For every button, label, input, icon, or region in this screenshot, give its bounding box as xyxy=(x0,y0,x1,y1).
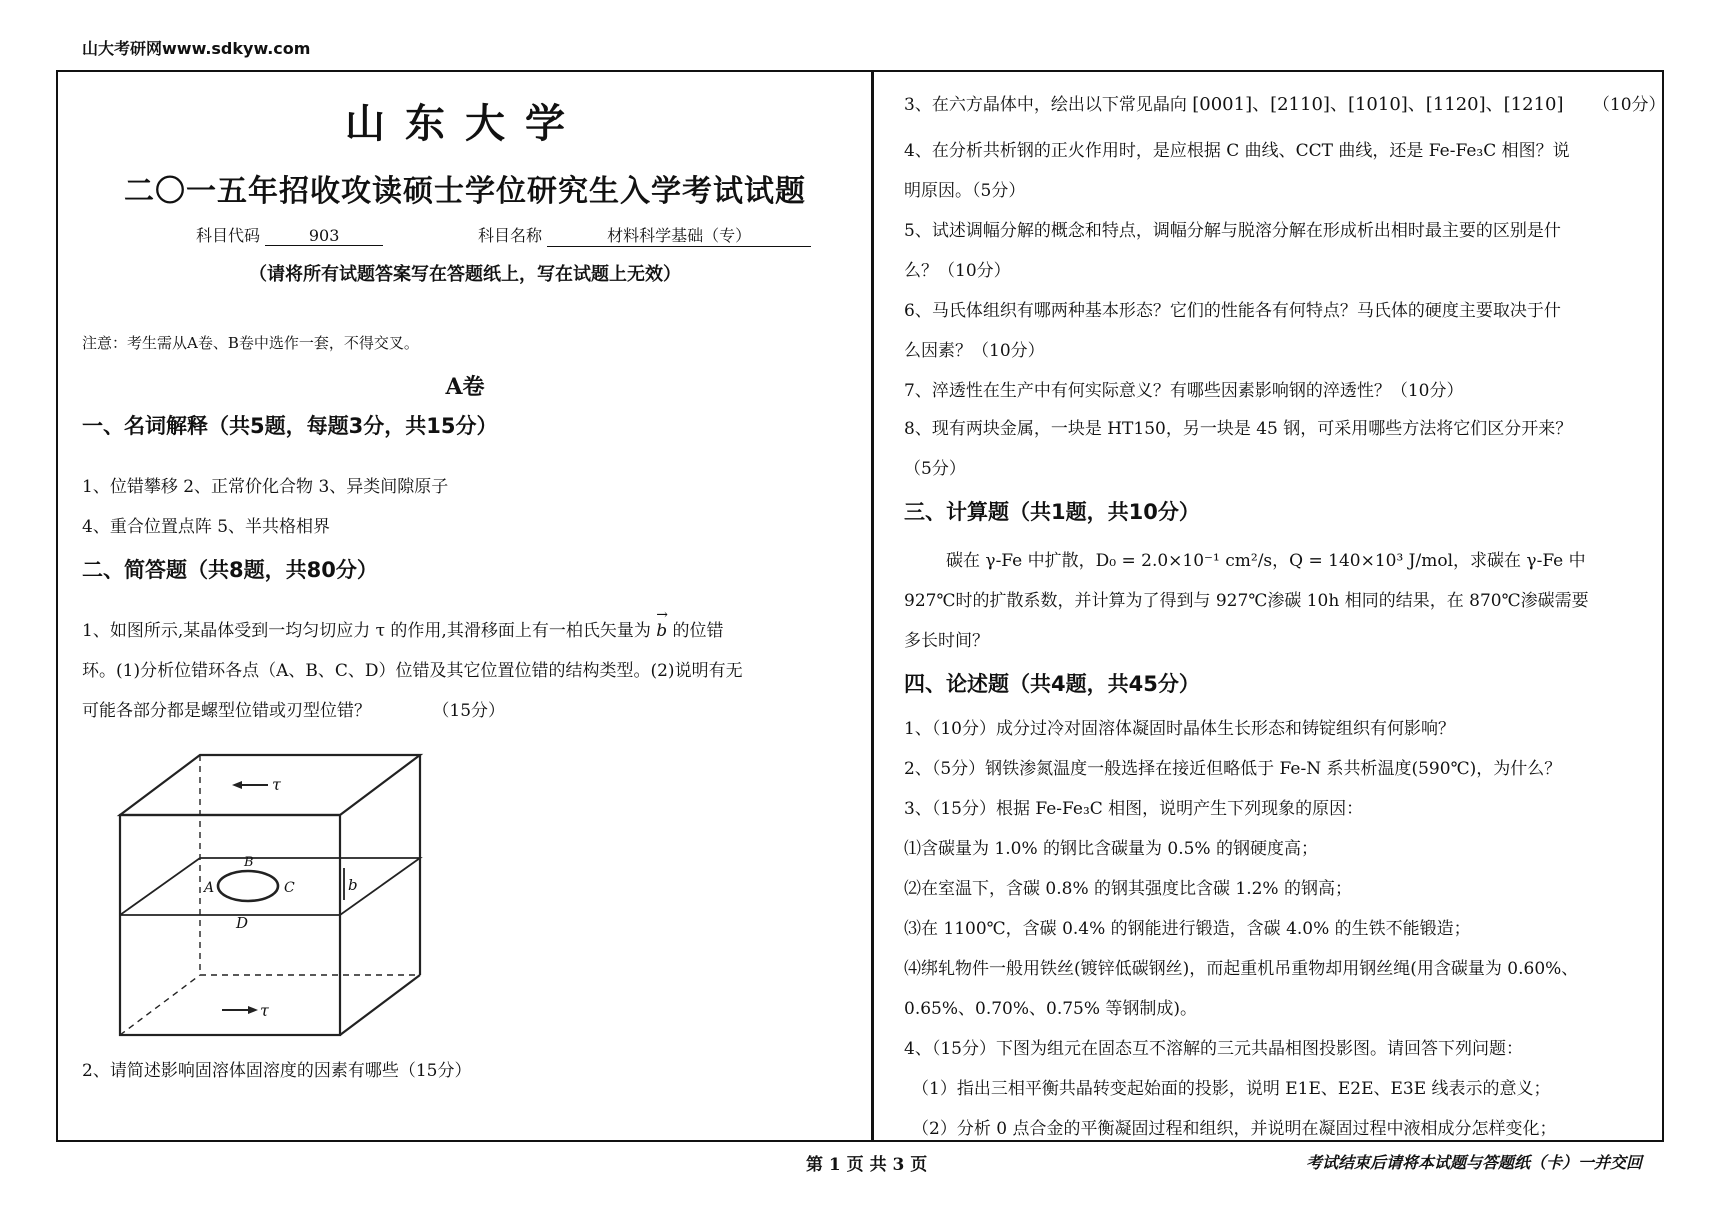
d4-item-2: （2）分析 0 点合金的平衡凝固过程和组织，并说明在凝固过程中液相成分怎样变化； xyxy=(912,1119,1557,1139)
vector-arrow-icon: → xyxy=(656,607,668,623)
bottom-shear-arrowhead xyxy=(248,1006,258,1014)
d3-item-4b: 0.65%、0.70%、0.75% 等钢制成)。 xyxy=(904,999,1198,1019)
q1-line-1 xyxy=(82,607,724,641)
point-a-label: A xyxy=(204,880,215,896)
cube-top-face xyxy=(120,755,420,815)
cube-front-face xyxy=(120,815,340,1035)
q6-line-2: 么因素？（10分） xyxy=(904,341,1045,361)
q1-line-3 xyxy=(82,696,505,721)
d3-item-2: ⑵在室温下，含碳 0.8% 的钢其强度比含碳 1.2% 的钢高； xyxy=(904,879,1352,899)
point-d-label: D xyxy=(236,914,249,932)
hex-directions: [0001]、[2110]、[1010]、[1120]、[1210] xyxy=(1192,94,1564,115)
section-3-title: 三、计算题（共1题，共10分） xyxy=(904,500,1200,524)
calc-line-3: 多长时间？ xyxy=(904,631,989,651)
q4-line-2: 明原因。（5分） xyxy=(904,181,1026,201)
page-number: 第 1 页 共 3 页 xyxy=(806,1155,928,1175)
section-4-title: 四、论述题（共4题，共45分） xyxy=(904,672,1200,696)
subject-code: 903 xyxy=(265,226,383,246)
q8-line-1: 8、现有两块金属，一块是 HT150，另一块是 45 钢，可采用哪些方法将它们区分开来？ xyxy=(904,419,1573,439)
top-shear-arrowhead xyxy=(232,781,242,789)
slip-plane xyxy=(120,858,420,915)
tau-label-bottom: τ xyxy=(260,1001,269,1020)
column-divider xyxy=(871,70,874,1142)
subject-code-label: 科目代码 xyxy=(196,226,261,245)
q8-line-2: （5分） xyxy=(904,459,966,479)
q3-score: （10分） xyxy=(1592,95,1666,115)
d4-line: 4、（15分）下图为组元在固态互不溶解的三元共晶相图投影图。请回答下列问题： xyxy=(904,1039,1523,1059)
q3-line xyxy=(904,90,1666,116)
q6-line-1: 6、马氏体组织有哪两种基本形态？它们的性能各有何特点？马氏体的硬度主要取决于什 xyxy=(904,301,1561,321)
calc-line-2: 927℃时的扩散系数，并计算为了得到与 927℃渗碳 10h 相同的结果，在 870℃渗碳需要 xyxy=(904,591,1589,611)
q5-line-1: 5、试述调幅分解的概念和特点，调幅分解与脱溶分解在形成析出相时最主要的区别是什 xyxy=(904,221,1561,241)
d3-item-3: ⑶在 1100℃，含碳 0.4% 的钢能进行锻造，含碳 4.0% 的生铁不能锻造； xyxy=(904,919,1471,939)
watermark: 山大考研网www.sdkyw.com xyxy=(82,39,311,58)
return-note: 考试结束后请将本试题与答题纸（卡）一并交回 xyxy=(1306,1153,1643,1172)
q1-line-3-text: 可能各部分都是螺型位错或刃型位错？ xyxy=(82,701,371,721)
cube-hidden-bottom-edge xyxy=(120,975,200,1035)
exam-title: 二〇一五年招收攻读硕士学位研究生入学考试试题 xyxy=(124,174,806,209)
answer-notice: （请将所有试题答案写在答题纸上，写在试题上无效） xyxy=(249,264,681,285)
q1-line-1-end: 的位错 xyxy=(672,621,724,641)
point-b-label: B xyxy=(244,855,254,870)
burgers-b-label: b xyxy=(348,876,358,894)
q7-line: 7、淬透性在生产中有何实际意义？有哪些因素影响钢的淬透性？（10分） xyxy=(904,381,1464,401)
q1-line-1-text: 1、如图所示,某晶体受到一均匀切应力 τ 的作用,其滑移面上有一柏氏矢量为 xyxy=(82,621,651,641)
burgers-vector-symbol xyxy=(656,607,672,641)
burgers-vector-letter: b xyxy=(656,621,668,641)
tau-label-top: τ xyxy=(272,775,281,794)
sec1-line-2: 4、重合位置点阵 5、半共格相界 xyxy=(82,517,331,537)
q1-line-2: 环。(1)分析位错环各点（A、B、C、D）位错及其它位置位错的结构类型。(2)说明有无 xyxy=(82,661,743,681)
d4-item-1: （1）指出三相平衡共晶转变起始面的投影，说明 E1E、E2E、E3E 线表示的意义； xyxy=(912,1079,1551,1099)
volume-title: A卷 xyxy=(445,374,485,400)
cube-bottom-right-edge xyxy=(340,975,420,1035)
d3-item-1: ⑴含碳量为 1.0% 的钢比含碳量为 0.5% 的钢硬度高； xyxy=(904,839,1318,859)
subject-name: 材料科学基础（专） xyxy=(547,223,811,247)
sec1-line-1: 1、位错攀移 2、正常价化合物 3、异类间隙原子 xyxy=(82,477,449,497)
d3-line: 3、（15分）根据 Fe-Fe₃C 相图，说明产生下列现象的原因： xyxy=(904,799,1364,819)
q5-line-2: 么？（10分） xyxy=(904,261,1011,281)
d2-line: 2、（5分）钢铁渗氮温度一般选择在接近但略低于 Fe-N 系共析温度(590℃)，为什么？ xyxy=(904,759,1562,779)
subject-name-label: 科目名称 xyxy=(478,226,543,245)
section-1-title: 一、名词解释（共5题，每题3分，共15分） xyxy=(82,414,498,438)
d1-line: 1、（10分）成分过冷对固溶体凝固时晶体生长形态和铸锭组织有何影响？ xyxy=(904,719,1455,739)
q3-text: 3、在六方晶体中，绘出以下常见晶向 xyxy=(904,95,1187,115)
point-c-label: C xyxy=(284,880,295,896)
q2-line: 2、请简述影响固溶体固溶度的因素有哪些（15分） xyxy=(82,1061,472,1081)
university-name: 山东大学 xyxy=(345,100,585,147)
q4-line-1: 4、在分析共析钢的正火作用时，是应根据 C 曲线、CCT 曲线，还是 Fe-Fe₃C 相图？说 xyxy=(904,141,1570,161)
d3-item-4a: ⑷绑轧物件一般用铁丝(镀锌低碳钢丝)，而起重机吊重物却用钢丝绳(用含碳量为 0.60%、 xyxy=(904,959,1579,979)
subject-name-row xyxy=(478,223,811,247)
q1-score: （15分） xyxy=(432,701,506,721)
calc-line-1: 碳在 γ-Fe 中扩散，D₀ = 2.0×10⁻¹ cm²/s，Q = 140×10³ J/mol，求碳在 γ-Fe 中 xyxy=(946,551,1586,571)
selection-note: 注意：考生需从A卷、B卷中选作一套，不得交叉。 xyxy=(82,334,419,352)
dislocation-loop xyxy=(218,871,278,901)
section-2-title: 二、简答题（共8题，共80分） xyxy=(82,558,378,582)
crystal-cube-figure xyxy=(110,750,440,1040)
subject-code-row xyxy=(196,223,383,246)
